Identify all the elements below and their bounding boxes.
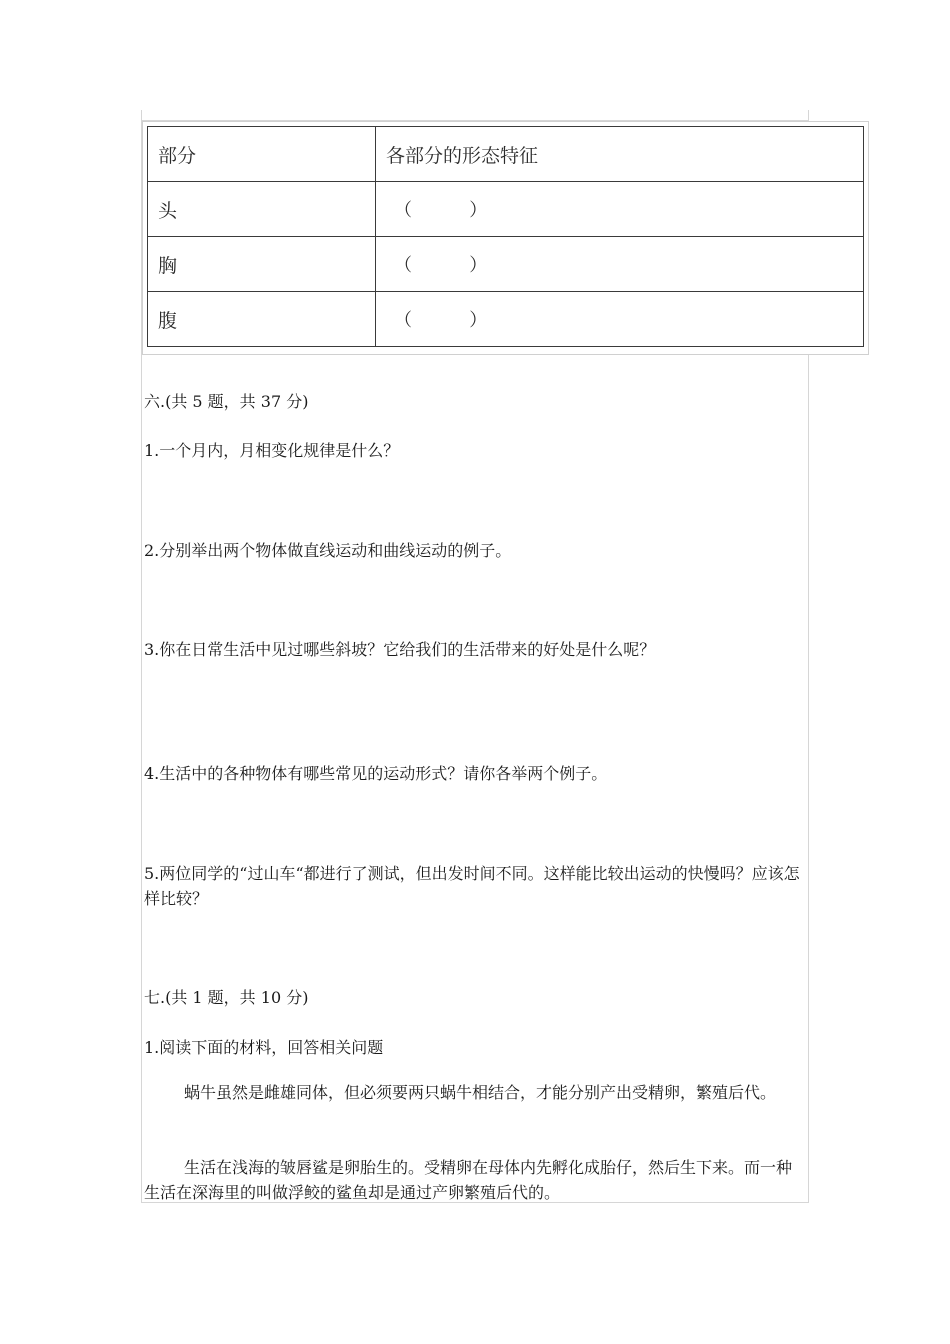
- table-row: [148, 182, 864, 237]
- section-7-heading: 七.(共 1 题，共 10 分): [144, 988, 309, 1007]
- section-6-heading: 六.(共 5 题，共 37 分): [144, 392, 309, 411]
- question-6-4: 4.生活中的各种物体有哪些常见的运动形式？请你各举两个例子。: [144, 764, 608, 783]
- part-cell-abdomen: 腹: [148, 292, 376, 347]
- part-cell-head: 头: [148, 182, 376, 237]
- table-header-row: [148, 127, 864, 182]
- question-6-5: 5.两位同学的“过山车“都进行了测试，但出发时间不同。这样能比较出运动的快慢吗？应该怎样比较？: [144, 864, 800, 908]
- question-6-3: 3.你在日常生活中见过哪些斜坡？它给我们的生活带来的好处是什么呢？: [144, 640, 656, 659]
- reading-paragraph-2: 生活在浅海的皱唇鲨是卵胎生的。受精卵在母体内先孵化成胎仔，然后生下来。而一种生活在深海里的叫做浮鲛的鲨鱼却是通过产卵繁殖后代的。: [144, 1158, 793, 1202]
- header-part-cell: 部分: [148, 127, 376, 182]
- answer-cell: [376, 182, 864, 237]
- table-container: [142, 121, 869, 355]
- part-cell-chest: 胸: [148, 237, 376, 292]
- answer-blank: （ ）: [394, 310, 488, 331]
- answer-cell: [376, 292, 864, 347]
- question-6-1: 1.一个月内，月相变化规律是什么？: [144, 441, 400, 460]
- header-feature-cell: 各部分的形态特征: [376, 127, 864, 182]
- answer-cell: [376, 237, 864, 292]
- insect-feature-table: [147, 126, 864, 347]
- question-6-2: 2.分别举出两个物体做直线运动和曲线运动的例子。: [144, 541, 512, 560]
- table-row: [148, 292, 864, 347]
- answer-blank: （ ）: [394, 255, 488, 276]
- table-row: [148, 237, 864, 292]
- answer-blank: （ ）: [394, 200, 488, 221]
- reading-paragraph-1: 蜗牛虽然是雌雄同体，但必须要两只蜗牛相结合，才能分别产出受精卵，繁殖后代。: [184, 1083, 777, 1102]
- question-7-1: 1.阅读下面的材料，回答相关问题: [144, 1038, 384, 1057]
